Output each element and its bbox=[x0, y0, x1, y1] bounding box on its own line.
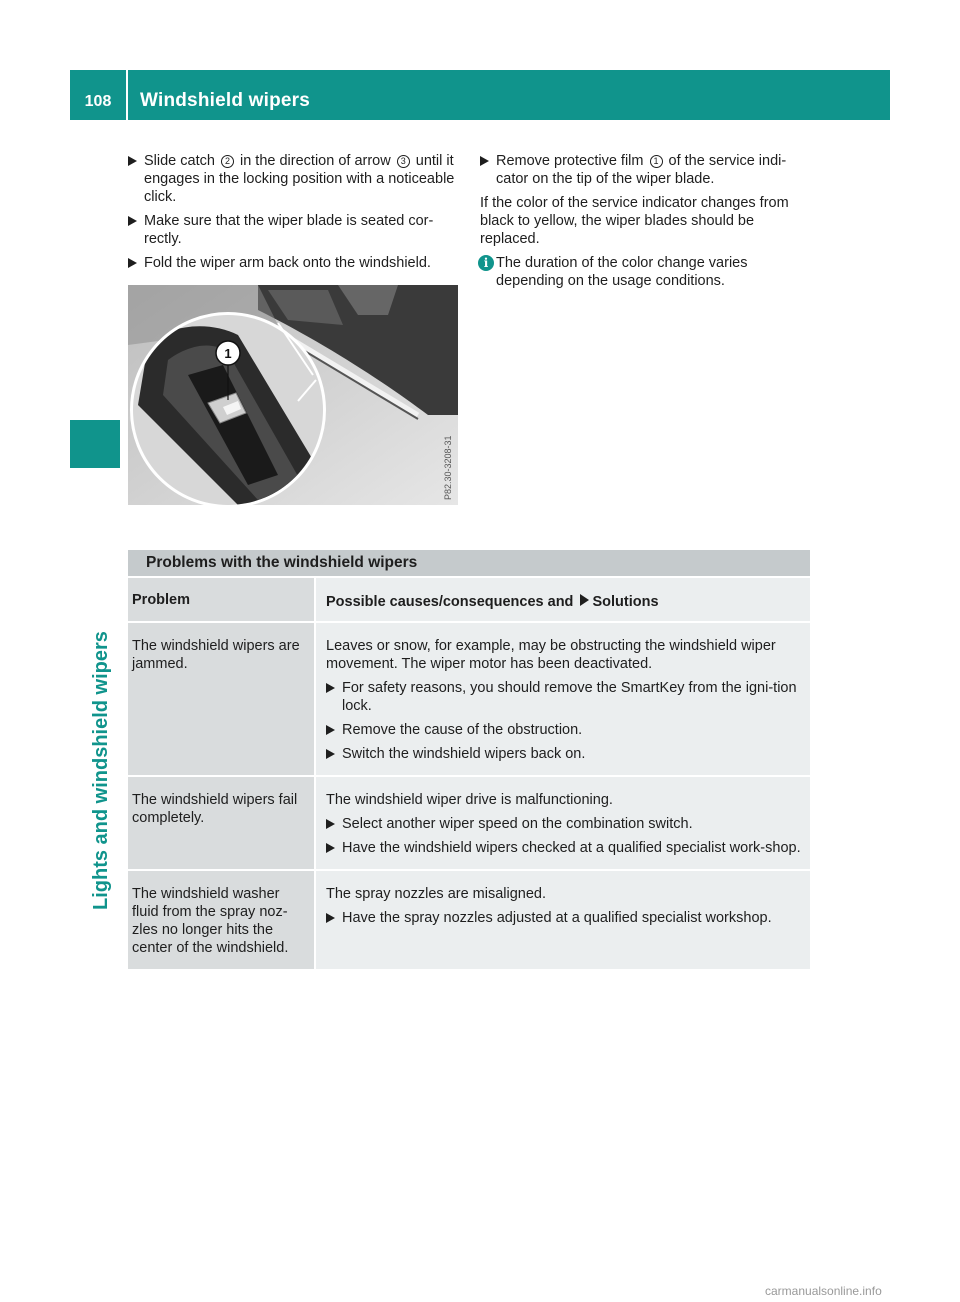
step-arrow-icon bbox=[128, 216, 137, 226]
info-icon: i bbox=[478, 255, 494, 271]
solution-step: Have the spray nozzles adjusted at a qualified specialist workshop. bbox=[326, 909, 802, 927]
step-arrow-icon bbox=[326, 913, 335, 923]
solution-cell bbox=[316, 623, 810, 775]
problem-cell: The windshield washer fluid from the spray noz-zles no longer hits the center of the windshield. bbox=[128, 871, 314, 969]
problems-table bbox=[128, 578, 810, 971]
figure-callout-label: 1 bbox=[224, 346, 232, 361]
cause-text: The windshield wiper drive is malfunctioning. bbox=[326, 792, 613, 808]
table-row bbox=[128, 871, 810, 971]
callout-number-icon: 2 bbox=[221, 155, 234, 168]
problem-cell: The windshield wipers fail completely. bbox=[128, 777, 314, 869]
callout-number-icon: 1 bbox=[650, 155, 663, 168]
step-arrow-icon bbox=[326, 749, 335, 759]
step-arrow-icon bbox=[128, 258, 137, 268]
instruction-step: Slide catch 2 in the direction of arrow 3 until it engages in the locking position with a noticeable click. bbox=[128, 152, 460, 206]
step-arrow-icon bbox=[326, 843, 335, 853]
column-header-problem: Problem bbox=[128, 578, 314, 621]
section-heading: Problems with the windshield wipers bbox=[128, 550, 810, 576]
page-number: 108 bbox=[70, 70, 128, 120]
page-header bbox=[70, 70, 890, 120]
cause-text: Leaves or snow, for example, may be obstructing the windshield wiper movement. The wiper motor has been deactivated. bbox=[326, 638, 776, 672]
chapter-tab-marker bbox=[70, 420, 120, 468]
chapter-side-label-text: Lights and windshield wipers bbox=[90, 631, 112, 910]
figure-code: P82.30-3208-31 bbox=[443, 435, 453, 500]
body-paragraph: If the color of the service indicator changes from black to yellow, the wiper blades should be replaced. bbox=[480, 195, 789, 247]
wiper-blade-illustration bbox=[128, 285, 458, 505]
callout-number-icon: 3 bbox=[397, 155, 410, 168]
instruction-step: Fold the wiper arm back onto the windshield. bbox=[128, 254, 460, 272]
table-row bbox=[128, 777, 810, 871]
instruction-step: Remove protective film 1 of the service indi-cator on the tip of the wiper blade. bbox=[480, 152, 812, 188]
step-arrow-icon bbox=[128, 156, 137, 166]
right-column bbox=[480, 152, 812, 290]
solution-step: Remove the cause of the obstruction. bbox=[326, 721, 802, 739]
step-arrow-icon bbox=[326, 819, 335, 829]
column-header-solutions: Possible causes/consequences and Solutions bbox=[316, 578, 810, 621]
chapter-side-label bbox=[86, 480, 116, 910]
page-title: Windshield wipers bbox=[140, 90, 311, 111]
solution-step: For safety reasons, you should remove the SmartKey from the igni-tion lock. bbox=[326, 679, 802, 715]
step-arrow-icon bbox=[326, 725, 335, 735]
solution-arrow-icon bbox=[580, 594, 589, 606]
solution-step: Switch the windshield wipers back on. bbox=[326, 745, 802, 763]
cause-text: The spray nozzles are misaligned. bbox=[326, 886, 547, 902]
solution-step: Have the windshield wipers checked at a qualified specialist work-shop. bbox=[326, 839, 802, 857]
solution-step: Select another wiper speed on the combination switch. bbox=[326, 815, 802, 833]
footer-watermark: carmanualsonline.info bbox=[765, 1284, 882, 1298]
wiper-illustration-svg bbox=[128, 285, 458, 505]
table-header-row bbox=[128, 578, 810, 623]
solution-cell bbox=[316, 777, 810, 869]
problem-cell: The windshield wipers are jammed. bbox=[128, 623, 314, 775]
instruction-step: Make sure that the wiper blade is seated cor-rectly. bbox=[128, 212, 460, 248]
step-arrow-icon bbox=[326, 683, 335, 693]
table-row bbox=[128, 623, 810, 777]
left-column bbox=[128, 152, 460, 278]
step-arrow-icon bbox=[480, 156, 489, 166]
info-note: i The duration of the color change varies depending on the usage conditions. bbox=[480, 254, 812, 290]
solution-cell bbox=[316, 871, 810, 969]
